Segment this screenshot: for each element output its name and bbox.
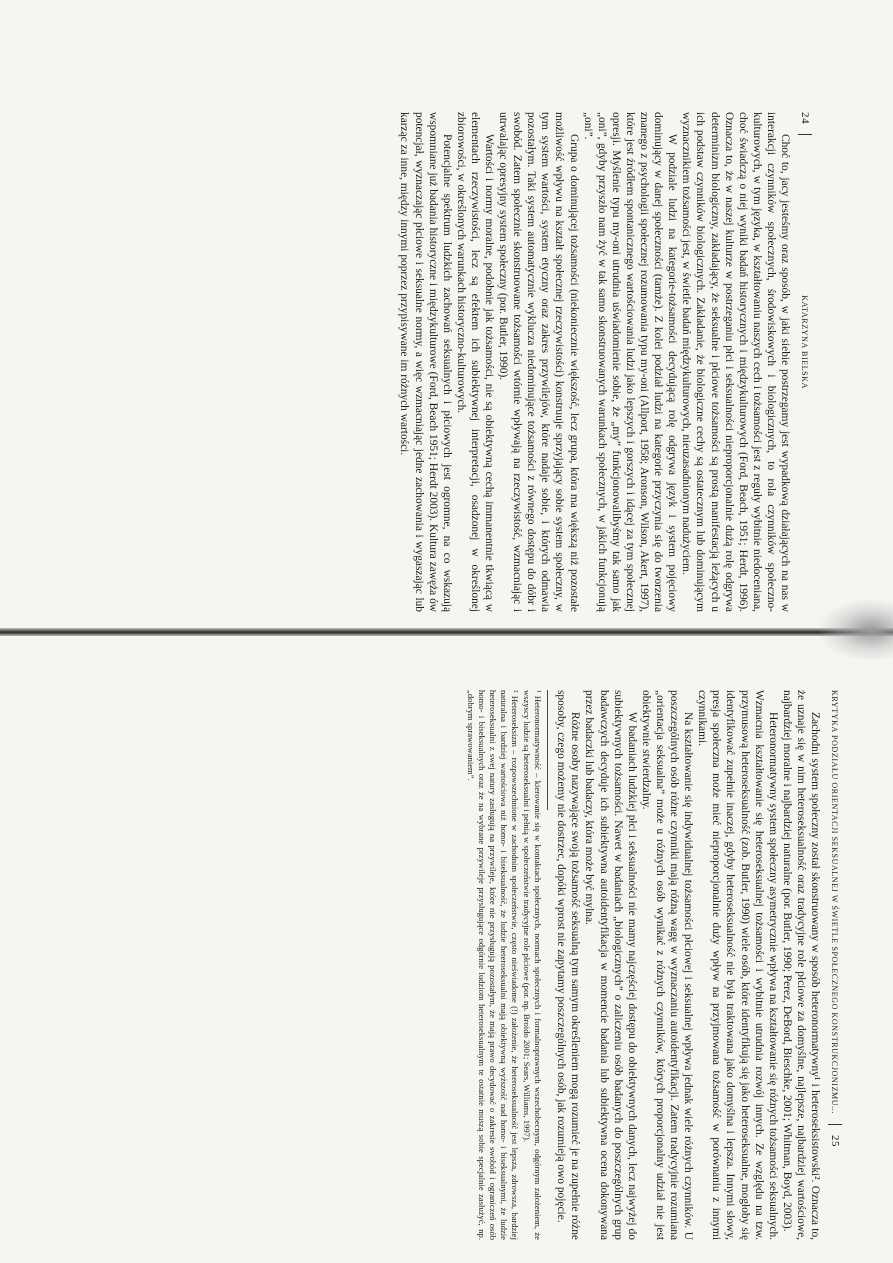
running-head-right [828,690,842,1240]
body-text-right [554,690,822,1240]
author-name: KATARZYNA BIELSKA [800,295,810,389]
paragraph: Różne osoby nazywające swoją tożsamość seksualną tym samym określeniem mogą rozumieć je na zupełnie różne sposoby, czego możemy nie dostrzec, dopóki wprost nie zapytamy poszczególnych osób, jak rozumieją owo pojęcie. [555,690,582,1240]
paragraph: Na kształtowanie się indywidualnej tożsamości płciowej i seksualnej wpływa jednak wiele różnych czynników. U poszczególnych osób różne czynniki mają różną wagę w wyznaczaniu autoidentyfikacji. Zatem tradycyjnie rozumiana „orientacja seksualna” może u różnych osób wynikać z różnych czynników, których proporcjonalny udział nie jest obiektywnie stwierdzalny. [639,690,695,1240]
body-text-left [397,112,792,612]
footnotes [466,690,544,1240]
footnote: ² Heteroseksizm – rozpowszechnione w zachodnim społeczeństwie, często nieświadome (!) założenie, że heteroseksualność jest lepsza, zdrowsza, bardziej naturalna i bardziej wartościowa niż homo- i biseksualność, że ludzie heteroseksualni mają obiektywną wyższość nad homo- i biseksualnymi, że ludzie heteroseksualni z swej natury zasługują na przywileje, które nie przysługują pozostałym, że mają prawo decydować o zakresie swobód i ograniczeń osób homo- i biseksualnych oraz że na wybrane przywileje przysługujące odgórnie ludziom heteroseksualnym te ostatnie muszą sobie specjalnie zasłużyć, np. „dobrym sprawowaniem”. [466,690,520,1240]
divider [798,134,812,135]
paragraph: Potencjalne spektrum ludzkich zachowań seksualnych i płciowych jest ogromne, na co wskazują wspomniane już badania historyczne i międzykulturowe (Ford, Beach 1951; Herdt 2003). Kultura zawęża ów potencjał, wyznaczając płciowe i seksualne normy, a więc wzmacniając jedne zachowania i wygaszając lub karząc za inne, między innymi poprzez przypisywane im różnych wartości. [398,112,453,612]
footnote-rule [547,690,548,810]
paragraph: W badaniach ludzkiej płci i seksualności nie mamy najczęściej dostępu do obiektywnych danych, lecz najwyżej do subiektywnych tożsamości. Nawet w badaniach „biologicznych” o zaliczeniu osób badanych do poszczególnych grup badawczych decyduje ich subiektywna autoidentyfikacja w momencie badania lub subiektywna ocena dokonywana przez badaczki lub badaczy, która może być mylna. [583,690,638,1240]
page-right [52,690,842,1240]
book-spine-fold [0,628,893,636]
running-head-left [798,112,812,612]
footnote: ¹ Heteronormatywność – kierowanie się w kontaktach społecznych, normach społecznych i formalnoprawnych wszechobecnym, odgórnym założeniem, że wszyscy ludzie są heteroseksualni i pełnią w społeczeństwie tradycyjne role płciowe (por. np. Broido 2001; Sears, Williams, 1997). [522,690,544,1240]
fold-shadow [820,600,893,660]
chapter-title: KRYTYKA PODZIAŁU ORIENTACJI SEKSUALNEJ W ŚWIETLE SPOŁECZNEGO KONSTRUKCJONIZMU... [830,690,840,1114]
page-number-left: 24 [799,112,811,125]
paragraph: W podziale ludzi na kategorie-tożsamości decydującą rolę odgrywa język i system pojęciowy dominujący w danej społeczności (tamże). Z kolei podział ludzi na kategorie przyczynia się do tworzenia znanego z psychologii społecznej rozumowania typu my-oni (Allport, 1958; Aronson, Wilson, Akert, 1997), które jest źródłem spontanicznego wartościowania ludzi jako lepszych i gorszych i idącej za tym społecznej opresji. Myślenie typu my-oni utrudnia uświadomienie sobie, że „my” funkcjonowalibyśmy tak samo jak „oni”, gdyby przyszło nam żyć w tak samo skonstruowanych warunkach społecznych, w jakich funkcjonują „oni”. [581,112,679,612]
paragraph: Choć to, jacy jesteśmy oraz sposób, w jaki siebie postrzegamy jest wypadkową działających na nas w interakcji czynników społecznych, środowiskowych i biologicznych, to rola czynników społeczno-kulturowych, w tym języka, w kształtowaniu naszych cech i tożsamości jest z reguły wybitnie niedoceniana, choć świadczą o niej wyniki badań historycznych i międzykulturowych (Ford, Beach, 1951; Herdt, 1996). Oznacza to, że w naszej kulturze w postrzeganiu płci i seksualności nieproporcjonalnie dużą rolę odgrywa determinizm biologiczny, zakładający, że seksualne i płciowe tożsamości są prostą manifestacją leżących u ich podstaw czynników biologicznych. Zakładanie, że biologiczne cechy są ostatecznym lub dominującym wyznacznikiem tożsamości jest, w świetle badań międzykulturowych, nieuzasadnionym nadużyciem. [680,112,791,612]
paragraph: Heteronormatywny system społeczny asymetrycznie wpływa na kształtowanie się różnych tożsamości seksualnych. Wzmacnia kształtowanie się heteroseksualnej tożsamości i wybitnie utrudnia rozwój innych. Ze względu na tzw. przymusową heteroseksualność (zob. Butler, 1990) wiele osób, które identyfikują się jako heteroseksualne, mogłoby się identyfikować zupełnie inaczej, gdyby heteroseksualność nie była traktowana jako domyślna i lepsza. Innymi słowy, presja społeczna może mieć nieproporcjonalnie duży wpływ na przyjmowana tożsamość w porównaniu z innymi czynnikami. [696,690,779,1240]
page-number-right: 25 [829,1134,841,1148]
paragraph: Wartości i normy moralne, podobnie jak tożsamości, nie są obiektywną cechą immanentnie tkwiącą w elementach rzeczywistości, lecz są efektem ich subiektywnej interpretacji, osadzonej w określonej zbiorowości, w określonych warunkach historyczno-kulturowych. [454,112,496,612]
paragraph: Grupa o dominującej tożsamości (niekoniecznie większość, lecz grupa, która ma większą niż pozostałe możliwość wpływu na kształt społecznej rzeczywistości) konstruuje sprzyjający sobie system społeczny, w tym system wartości, system etyczny oraz zakres przywilejów, które nadaje sobie, i których odmawia pozostałym. Taki system automatycznie wyklucza niedominujące tożsamości z równego dostępu do dóbr i swobód. Zatem społecznie skonstruowane tożsamości wtórnie wpływają na rzeczywistość, wzmacniając i utrwalając opresyjny system społeczny (por. Butler, 1990). [497,112,580,612]
divider [828,1124,842,1125]
paragraph: Zachodni system społeczny został skonstruowany w sposób heteronormatywny¹ i heteroseksistowski². Oznacza to, że uznaje się w nim heteroseksualność oraz tradycyjne role płciowe za domyślne, najlepsze, najbardziej wartościowe, najbardziej moralne i najbardziej naturalne (por. Butler, 1990; Perez, DeBord, Bieschke, 2001; Whitman, Boyd, 2003). [780,690,821,1240]
page-left [100,112,812,612]
